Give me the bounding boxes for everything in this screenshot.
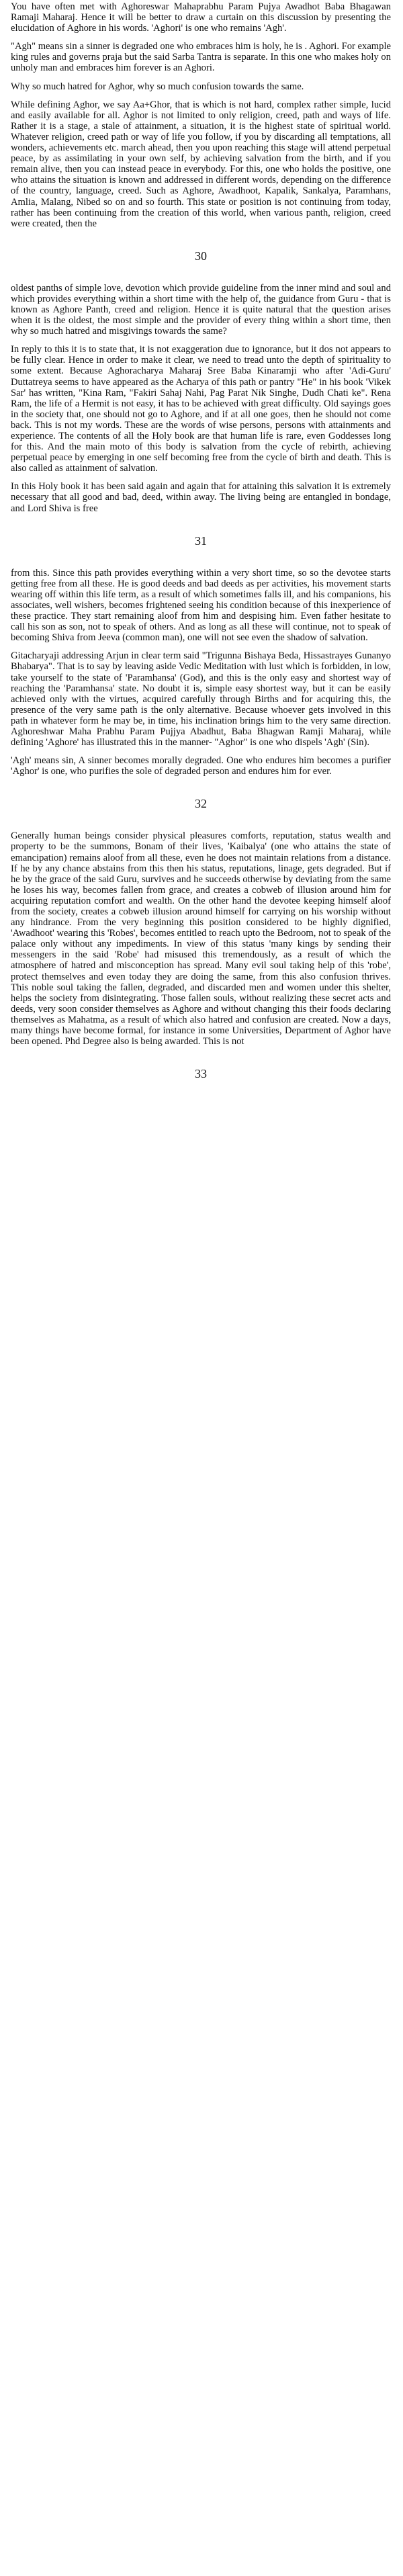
page-number: 33: [195, 1067, 207, 1081]
book-page-31: [11, 283, 391, 548]
paragraph: Generally human beings consider physical pleasures comforts, reputation, status wealth and property to be the summons, Bonam of their lives, 'Kaibalya' (one who attains the state of emancipation) remains aloof from all these, even he does not maintain relations from a distance. If he by any chance abstains from this then his status, reputations, linage, gets degraded. But if he by the grace of the said Guru, survives and he succeeds otherwise by deviating from the same he loses his way, becomes fallen from grace, and creates a cobweb of illusion around him for acquiring reputation comfort and wealth. On the other hand the devotee keeping himself aloof from the society, creates a cobweb illusion around himself for carrying on his worship without any hindrance. From the very beginning this position considered to be highly dignified, 'Awadhoot' wearing this 'Robes', becomes entitled to reach upto the Bedroom, not to speak of the palace only without any impediments. In view of this status 'many kings by sending their messengers in the said 'Robe' had misused this tremendously, as a result of which the atmosphere of hatred and misconception has spread. Many evil soul taking help of this 'robe', protect themselves and even today they are doing the same, from this also confusion thrives. This noble soul taking the fallen, degraded, and discarded men and women under this shelter, helps the society from disintegrating. Those fallen souls, without realizing these secret acts and deeds, very soon consider themselves as Aghore and without changing this their foods declaring themselves as Mahatma, as a result of which also hatred and confusion are created. Now a days, many things have become formal, for instance in some Universities, Department of Aghor have been opened. Phd Degree also is being awarded. This is not: [11, 830, 391, 1047]
paragraph: Why so much hatred for Aghor, why so much confusion towards the same.: [11, 81, 304, 92]
paragraph: In this Holy book it has been said again and again that for attaining this salvation it is extremely necessary that all good and bad, deed, within away. The living being are entangled in bondage, and Lord Shiva is free: [11, 481, 391, 514]
paragraph: from this. Since this path provides everything within a very short time, so so the devotee starts getting free from all these. He is good deeds and bad deeds as per activities, his movement starts wearing off within this life term, as a result of which sometimes falls ill, and his companions, his associates, well wishers, becomes frightened seeing his condition because of this inexperience of these practice. They start remaining aloof from him and despising him. Even father hesitate to call his son as son, not to speak of others. And as long as all these will continue, not to speak of becoming Shiva from Jeeva (common man), one will not see even the shadow of salvation.: [11, 567, 391, 644]
page-number: 32: [195, 797, 207, 811]
paragraph: In reply to this it is to state that, it is not exaggeration due to ignorance, but it dos not appears to be fully clear. Hence in order to make it clear, we need to tread unto the depth of spirituality to some extent. Because Aghoracharya Maharaj Sree Baba Kinaramji who after 'Adi-Guru' Duttatreya seems to have appeared as the Acharya of this path or pantry "He" in his book 'Vikek Sar' has written, "Kina Ram, "Fakiri Sahaj Nahi, Pag Parat Nik Singhe, Dudh Chati ke". Rena Ram, the life of a Hermit is not easy, it has to be achieved with great difficulty. Old sayings goes in the society that, one should not go to Aghore, and if at all one goes, then he should not come back. This is not my words. These are the words of wise persons, persons with attainments and experience. The contents of all the Holy book are that human life is rare, even Goddesses long for this. And the main moto of this body is salvation from the cycle of rebirth, achieving perpetual peace by emerging in one self becoming free from the cycle of birth and death. This is also called as attainment of salvation.: [11, 344, 391, 474]
paragraph: "Agh" means sin a sinner is degraded one who embraces him is holy, he is . Aghori. For example king rules and governs praja but the said Sarba Tantra is separate. In this one who makes holy on unholy man and embraces him forever is an Aghori.: [11, 41, 391, 74]
paragraph: You have often met with Aghoreswar Mahaprabhu Param Pujya Awadhot Baba Bhagawan Ramaji Maharaj. Hence it will be better to draw a curtain on this discussion by presenting the elucidation of Aghore in his words. 'Aghori' is one who remains 'Agh'.: [11, 1, 391, 34]
page-number: 30: [195, 249, 207, 263]
paragraph: oldest panths of simple love, devotion which provide guideline from the inner mind and soul and which provides everything within a short time with the help of, the guidance from Guru - that is known as Aghore Panth, creed and religion. Hence it is quite natural that the question arises when it is the oldest, the most simple and the provider of every thing within a short time, then why so much hatred and misgivings towards the same?: [11, 282, 391, 337]
page-number: 31: [195, 533, 207, 548]
book-page-32: [11, 568, 391, 811]
scanned-book-page: [0, 1, 403, 2576]
paragraph: 'Agh' means sin, A sinner becomes morally degraded. One who endures him becomes a purifier 'Aghor' is one, who purifies the sole of degraded person and endures him for ever.: [11, 755, 391, 777]
book-page-30: [11, 1, 391, 263]
book-page-33: [11, 830, 391, 1080]
paragraph: Gitacharyaji addressing Arjun in clear term said "Trigunna Bishaya Beda, Hissastrayes Gunanyo Bhabarya". That is to say by leaving aside Vedic Meditation with lust which is forbidden, in low, take yourself to the state of 'Paramhansa' (God), and this is the only easy and shortest way of reaching the 'Paramhansa' state. No doubt it is, simple easy shortest way, but it can be easily achieved only with the virtues, acquired carefully through Births and for acquiring this, the presence of the very same path is the only alternative. Because whoever gets involved in this path in whatever form he may be, in time, his inclination brings him to the very same direction. Aghoreshwar Maha Prabhu Param Pujjya Abadhut, Baba Bhagwan Ramji Maharaj, while defining 'Aghore' has illustrated this in the manner- "Aghor" is one who dispels 'Agh' (Sin).: [11, 650, 391, 748]
paragraph: While defining Aghor, we say Aa+Ghor, that is which is not hard, complex rather simple, lucid and easily available for all. Aghor is not limited to only religion, creed, path and ways of life. Rather it is a stage, a stale of attainment, a situation, it is the highest state of spiritual world. Whatever religion, creed path or way of life you follow, if you by discarding all temptations, all wonders, achievements etc. march ahead, then you upon reaching this stage will attend perpetual peace, by as assimilating in your own self, by achieving salvation from the birth, and if you remain alive, then you can instead peace in everybody. For this, one who holds the positive, one who attains the situation is known and addressed in different words, depending on the difference of the country, language, creed. Such as Aghore, Awadhoot, Kapalik, Sankalya, Paramhans, Amlia, Malang, Nibed so on and so fourth. This state or position is not continuing from today, rather has been continuing from the creation of this world, when various panth, religion, creed were created, then the: [11, 99, 391, 229]
